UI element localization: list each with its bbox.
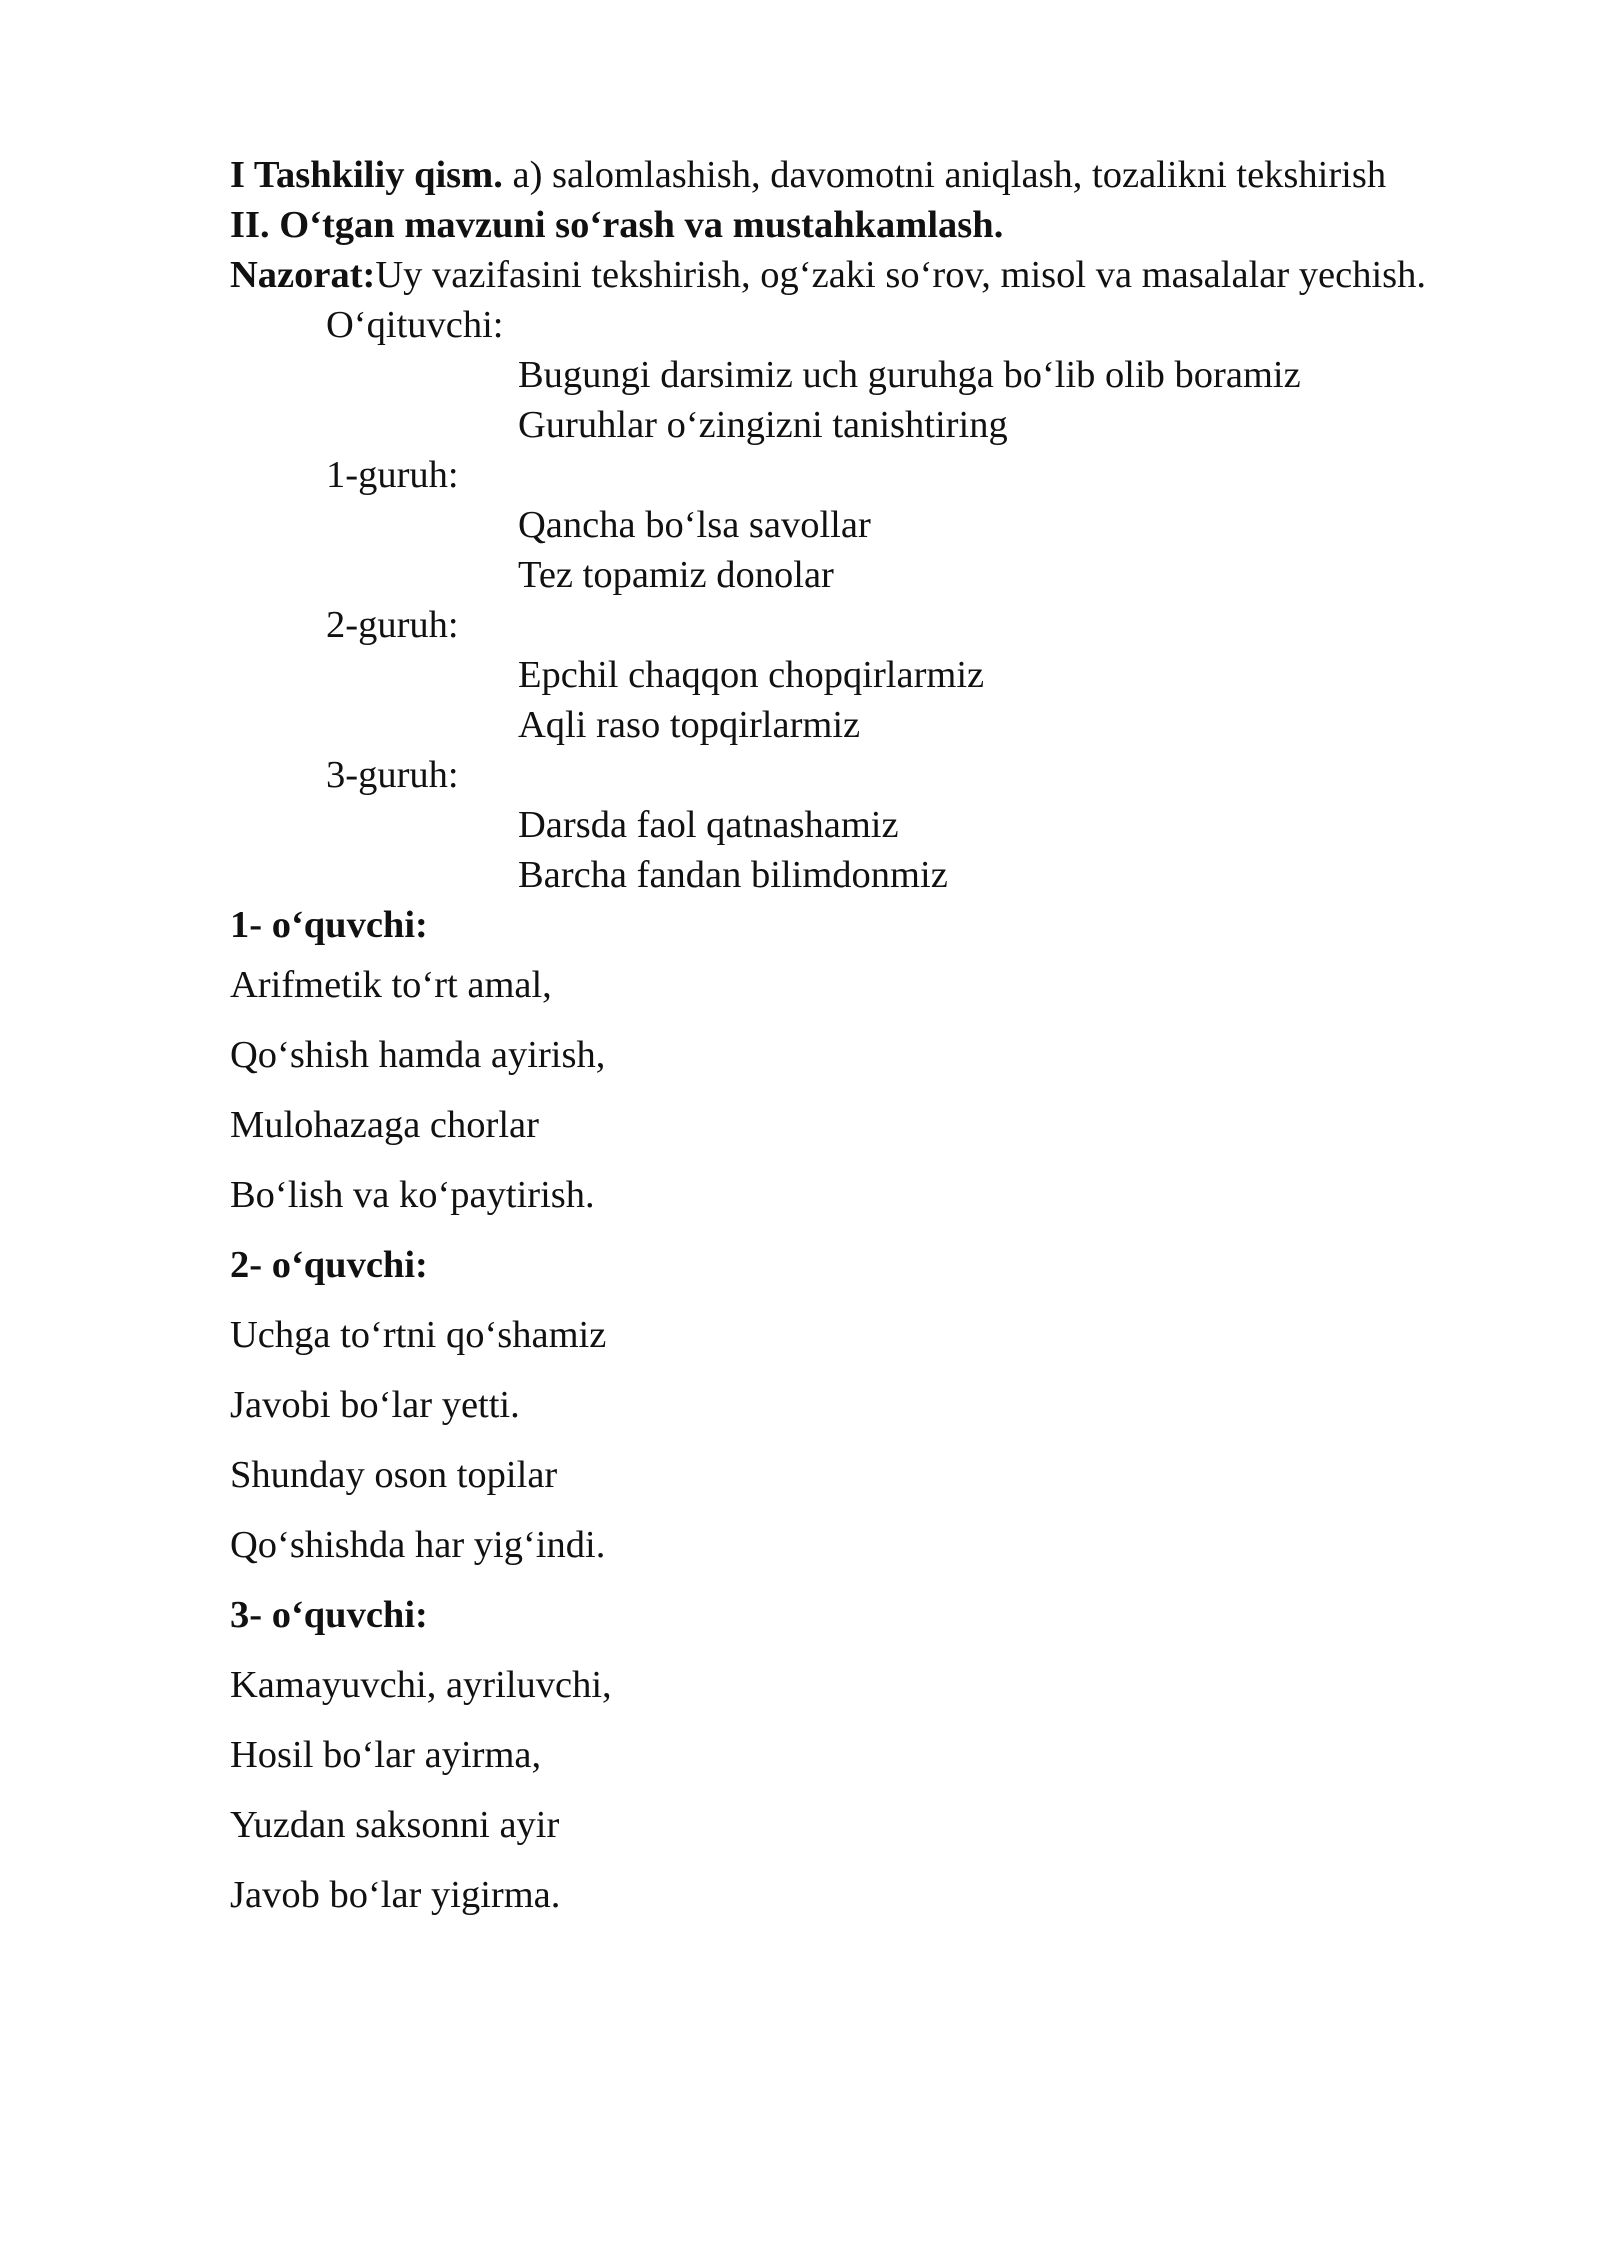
dialogue-line: Epchil chaqqon chopqirlarmiz	[518, 654, 985, 696]
nazorat-text: Uy vazifasini tekshirish, og‘zaki so‘rov, misol va masalalar yechish.	[375, 254, 1427, 296]
student-1-title	[230, 900, 1475, 950]
nazorat-title: Nazorat:	[230, 254, 376, 296]
otgan-title-line	[230, 200, 1475, 250]
student-2-title-text: 2- o‘quvchi:	[230, 1244, 428, 1286]
verse-line: Arifmetik to‘rt amal,	[230, 964, 552, 1006]
student-3-title	[230, 1580, 1475, 1650]
dialogue-line: Aqli raso topqirlarmiz	[518, 704, 861, 746]
tashkiliy-text: a) salomlashish, davomotni aniqlash, tozalikni tekshirish	[502, 154, 1387, 196]
dialogue-line: Guruhlar o‘zingizni tanishtiring	[518, 404, 1008, 446]
speaker-group-1: 1-guruh:	[326, 454, 459, 496]
student-1-title-text: 1- o‘quvchi:	[230, 904, 428, 946]
speaker-teacher: O‘qituvchi:	[326, 304, 504, 346]
verse-line: Uchga to‘rtni qo‘shamiz	[230, 1314, 607, 1356]
dialogue-block	[230, 300, 1475, 900]
nazorat-paragraph	[230, 250, 1475, 300]
verse-line: Kamayuvchi, ayriluvchi,	[230, 1664, 612, 1706]
verse-line: Qo‘shish hamda ayirish,	[230, 1034, 606, 1076]
lesson-header	[230, 150, 1475, 300]
otgan-title: II. O‘tgan mavzuni so‘rash va mustahkamlash.	[230, 204, 1004, 246]
speaker-group-3: 3-guruh:	[326, 754, 459, 796]
verse-line: Javob bo‘lar yigirma.	[230, 1874, 561, 1916]
student-3-title-text: 3- o‘quvchi:	[230, 1594, 428, 1636]
verse-line: Javobi bo‘lar yetti.	[230, 1384, 520, 1426]
student-2-title	[230, 1230, 1475, 1300]
dialogue-line: Qancha bo‘lsa savollar	[518, 504, 871, 546]
verse-line: Bo‘lish va ko‘paytirish.	[230, 1174, 595, 1216]
students-block	[230, 900, 1475, 1930]
verse-line: Shunday oson topilar	[230, 1454, 558, 1496]
tashkiliy-title: I Tashkiliy qism.	[230, 154, 503, 196]
dialogue-line: Darsda faol qatnashamiz	[518, 804, 899, 846]
speaker-group-2: 2-guruh:	[326, 604, 459, 646]
verse-line: Qo‘shishda har yig‘indi.	[230, 1524, 606, 1566]
verse-line: Yuzdan saksonni ayir	[230, 1804, 560, 1846]
document-page	[230, 150, 1475, 1930]
dialogue-line: Tez topamiz donolar	[518, 554, 834, 596]
tashkiliy-paragraph	[230, 150, 1475, 200]
dialogue-line: Barcha fandan bilimdonmiz	[518, 854, 948, 896]
verse-line: Hosil bo‘lar ayirma,	[230, 1734, 542, 1776]
verse-line: Mulohazaga chorlar	[230, 1104, 539, 1146]
dialogue-line: Bugungi darsimiz uch guruhga bo‘lib olib boramiz	[518, 354, 1301, 396]
